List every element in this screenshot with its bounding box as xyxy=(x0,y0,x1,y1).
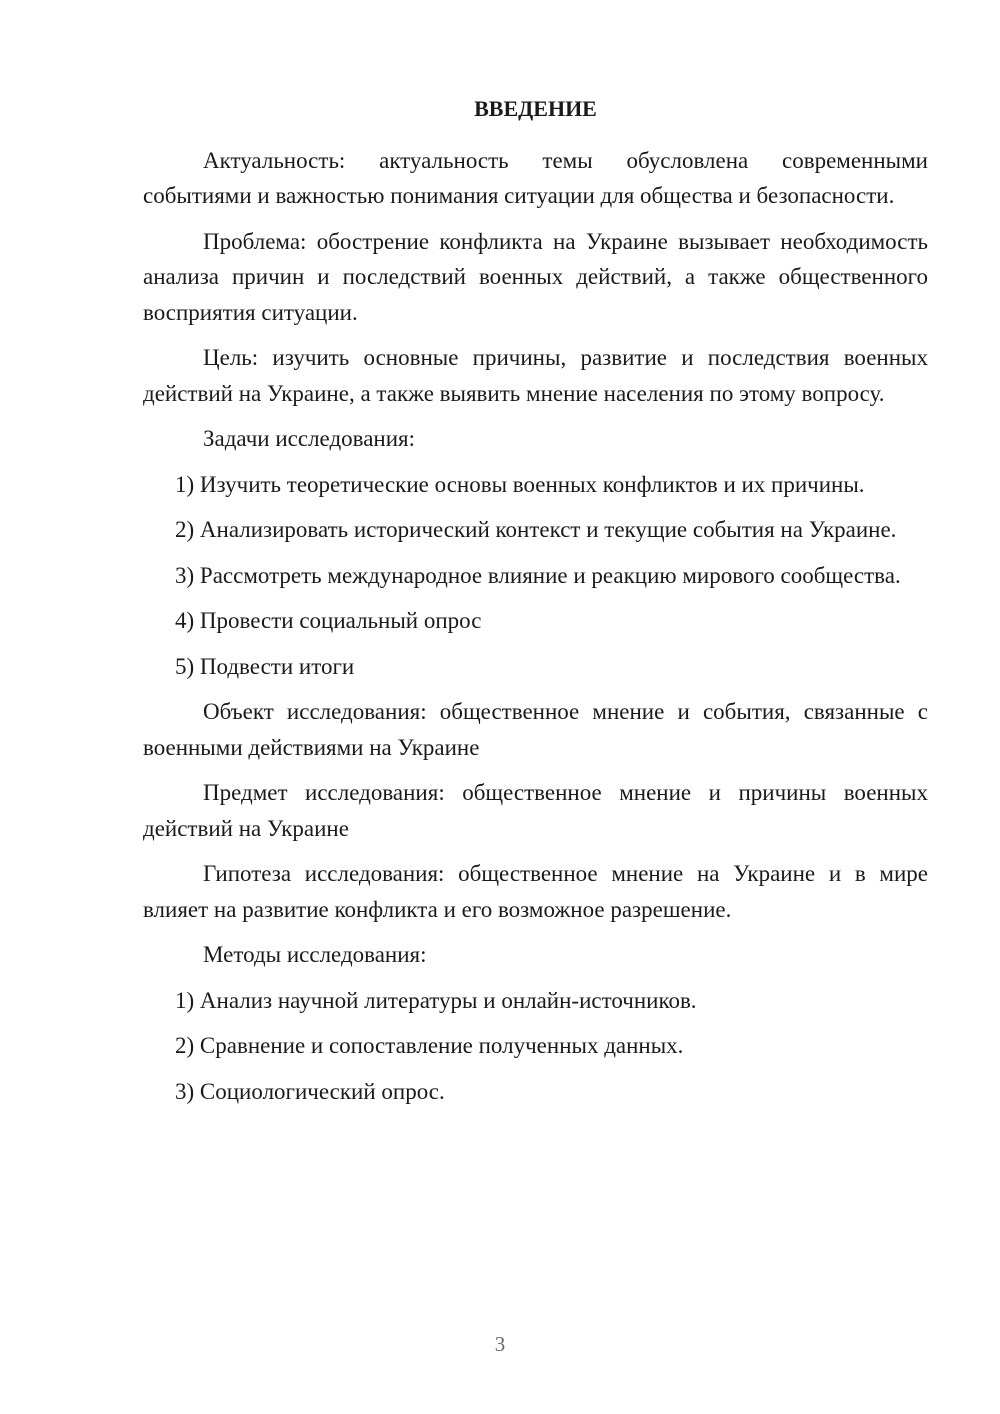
section-title: ВВЕДЕНИЕ xyxy=(474,96,597,121)
object-paragraph: Объект исследования: общественное мнение и события, связанные с военными действиями на Украине xyxy=(143,699,928,760)
task-item-5: 5) Подвести итоги xyxy=(175,653,355,679)
method-item-1: 1) Анализ научной литературы и онлайн-источников. xyxy=(175,987,697,1013)
task-item-4: 4) Провести социальный опрос xyxy=(175,608,482,633)
task-item-2: 2) Анализировать исторический контекст и текущие события на Украине. xyxy=(175,517,897,542)
task-item-1: 1) Изучить теоретические основы военных конфликтов и их причины. xyxy=(175,471,865,497)
page-number: 3 xyxy=(494,1332,506,1356)
relevance-paragraph: Актуальность: актуальность темы обусловлена современными событиями и важностью понимания ситуации для общества и безопасности. xyxy=(143,147,928,208)
goal-paragraph: Цель: изучить основные причины, развитие и последствия военных действий на Украине, а также выявить мнение населения по этому вопросу. xyxy=(143,345,928,406)
methods-heading: Методы исследования: xyxy=(203,942,427,967)
subject-paragraph: Предмет исследования: общественное мнение и причины военных действий на Украине xyxy=(143,780,928,841)
method-item-2: 2) Сравнение и сопоставление полученных данных. xyxy=(175,1033,684,1058)
problem-paragraph: Проблема: обострение конфликта на Украине вызывает необходимость анализа причин и последствий военных действий, а также общественного восприятия ситуации. xyxy=(143,228,928,325)
hypothesis-paragraph: Гипотеза исследования: общественное мнение на Украине и в мире влияет на развитие конфликта и его возможное разрешение. xyxy=(143,861,928,922)
method-item-3: 3) Социологический опрос. xyxy=(175,1078,445,1104)
page-content xyxy=(143,91,928,1119)
tasks-heading: Задачи исследования: xyxy=(203,426,416,451)
task-item-3: 3) Рассмотреть международное влияние и реакцию мирового сообщества. xyxy=(175,562,901,588)
